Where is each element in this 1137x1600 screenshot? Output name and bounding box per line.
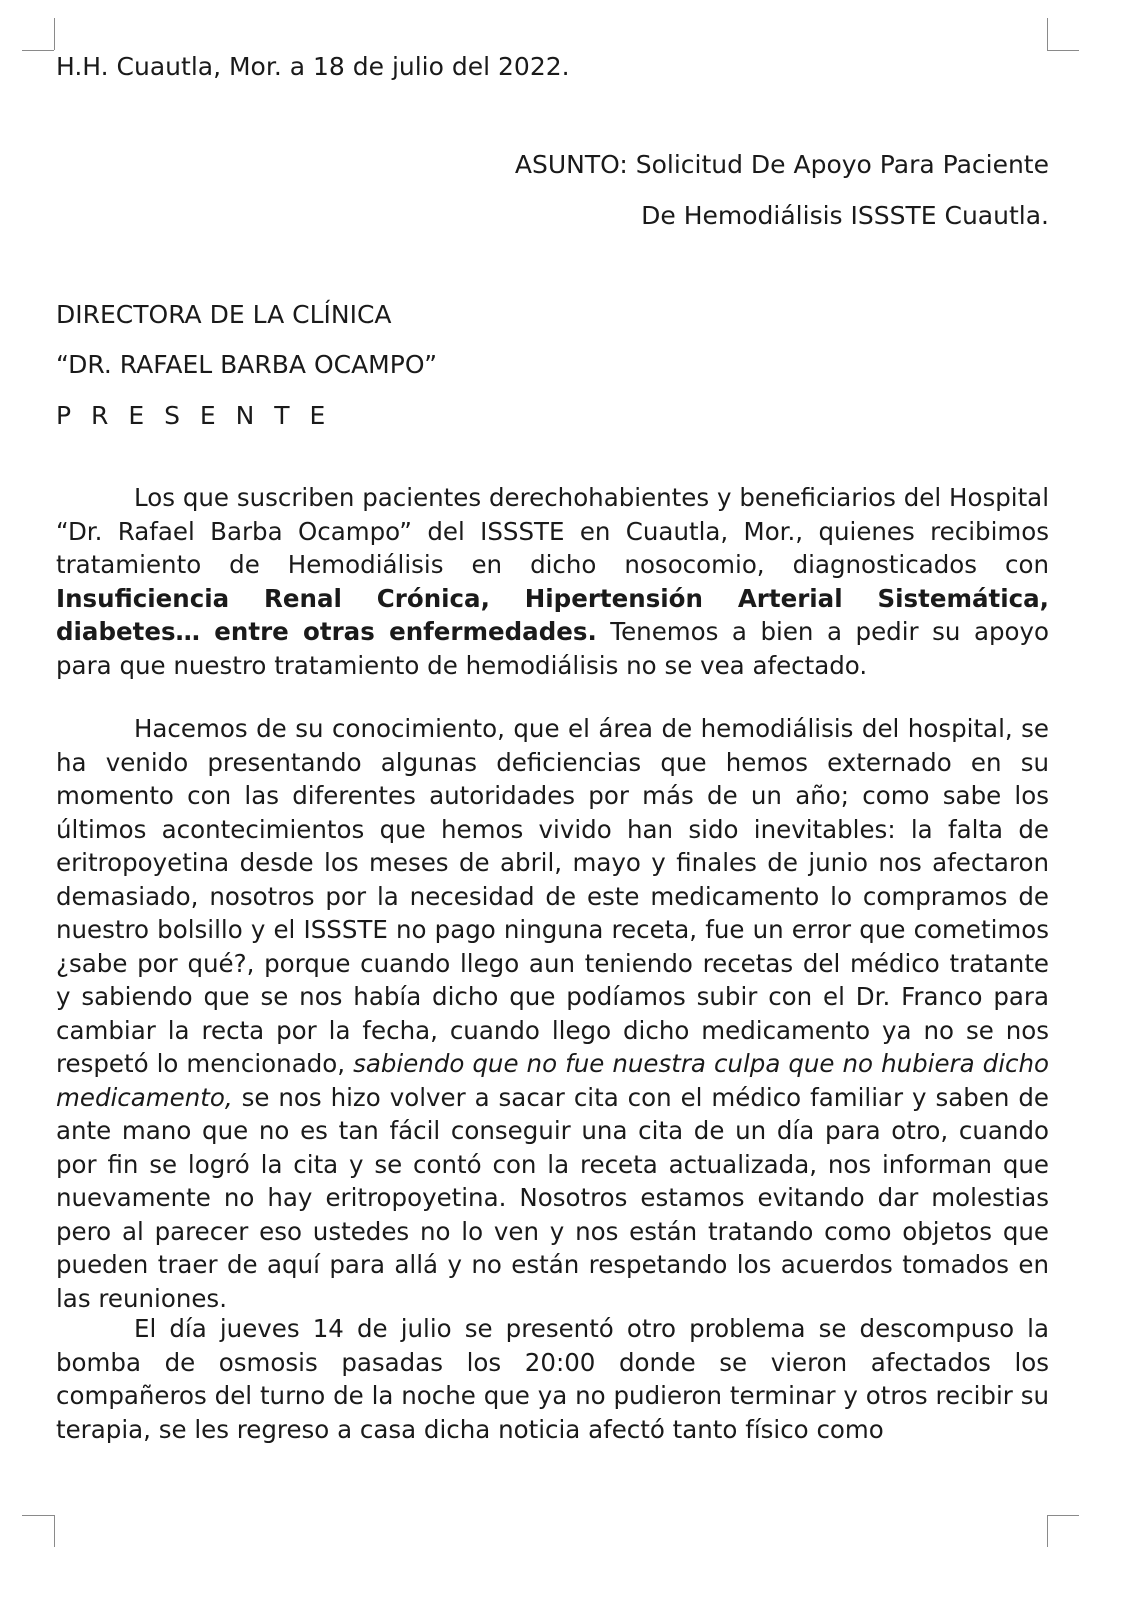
body-paragraph-3: El día jueves 14 de julio se presentó otro problema se descompuso la bomba de osmosis pasadas los 20:00 donde se vieron afectados los compañeros del turno de la noche que ya no pudieron terminar y otros recibir su terapia, se les regreso a casa dicha noticia afectó tanto físico como [56,1314,1049,1444]
body-paragraph-1 [56,481,1049,682]
addressee-title: DIRECTORA DE LA CLÍNICA [56,300,392,329]
paragraph-2-italic-text: sabiendo que no fue nuestra culpa que no hubiera dicho medicamento, [56,1049,1050,1112]
paragraph-2-text-start: Hacemos de su conocimiento, que el área de hemodiálisis del hospital, se ha venido presentando algunas deficiencias que hemos externado en su momento con las diferentes autoridades por más de un año; como sabe los últimos acontecimientos que hemos vivido han sido inevitables: la falta de eritropoyetina desde los meses de abril, mayo y finales de junio nos afectaron demasiado, nosotros por la necesidad de este medicamento lo compramos de nuestro bolsillo y el ISSSTE no pago ninguna receta, fue un error que cometimos ¿sabe por qué?, porque cuando llego aun teniendo recetas del médico tratante y sabiendo que se nos había dicho que podíamos subir con el Dr. Franco para cambiar la recta por la fecha, cuando llego dicho medicamento ya no se nos respetó lo mencionado, [56,714,1049,1078]
paragraph-1-bold-diagnosis: Insuficiencia Renal Crónica, Hipertensión Arterial Sistemática, diabetes… entre otras enfermedades. [56,583,1049,646]
subject-line-1: ASUNTO: Solicitud De Apoyo Para Paciente [514,150,1049,179]
place-and-date: H.H. Cuautla, Mor. a 18 de julio del 2022. [56,52,570,81]
addressee-name: “DR. RAFAEL BARBA OCAMPO” [56,350,438,379]
paragraph-2-text-end: se nos hizo volver a sacar cita con el médico familiar y saben de ante mano que no es tan fácil conseguir una cita de un día para otro, cuando por fin se logró la cita y se contó con la receta actualizada, nos informan que nuevamente no hay eritropoyetina. Nosotros estamos evitando dar molestias pero al parecer eso ustedes no lo ven y nos están tratando como objetos que pueden traer de aquí para allá y no están respetando los acuerdos tomados en las reuniones. [56,1082,1049,1313]
paragraph-1-text-end: Tenemos a bien a pedir su apoyo para que nuestro tratamiento de hemodiálisis no se vea afectado. [56,617,1049,680]
subject-line-2: De Hemodiálisis ISSSTE Cuautla. [641,201,1049,230]
body-paragraph-2 [56,712,1049,1315]
addressee-presente: P R E S E N T E [56,401,332,430]
paragraph-1-text-start: Los que suscriben pacientes derechohabientes y beneficiarios del Hospital “Dr. Rafael Barba Ocampo” del ISSSTE en Cuautla, Mor., quienes recibimos tratamiento de Hemodiálisis en dicho nosocomio, diagnosticados con [56,483,1049,579]
